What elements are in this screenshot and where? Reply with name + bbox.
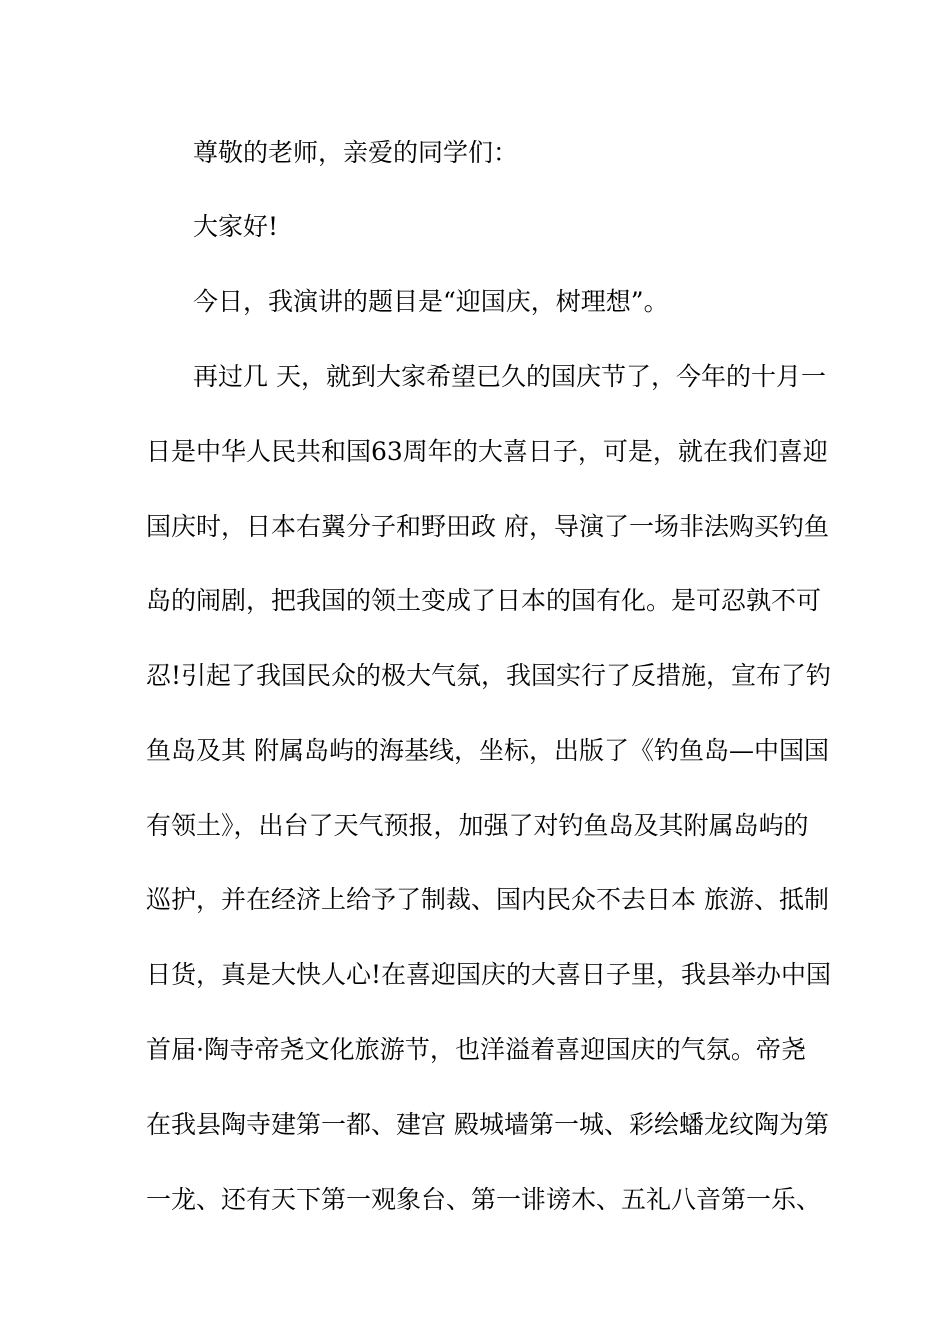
body-line: 在我县陶寺建第一都、建宫 殿城墙第一城、彩绘蟠龙纹陶为第 (146, 1110, 829, 1139)
body-line: 国庆时，日本右翼分子和野田政 府，导演了一场非法购买钓鱼 (146, 512, 829, 541)
body-line: 再过几 天，就到大家希望已久的国庆节了，今年的十月一 (193, 362, 826, 391)
body-line: 一龙、还有天下第一观象台、第一诽谤木、五礼八音第一乐、 (146, 1185, 822, 1214)
body-line: 鱼岛及其 附属岛屿的海基线，坐标，出版了《钓鱼岛—中国国 (146, 736, 829, 765)
body-line: 日是中华人民共和国63周年的大喜日子，可是，就在我们喜迎 (146, 437, 828, 466)
body-line: 日货，真是大快人心!在喜迎国庆的大喜日子里，我县举办中国 (146, 960, 832, 989)
greeting: 大家好! (193, 212, 279, 241)
body-line: 有领土》，出台了天气预报，加强了对钓鱼岛及其附属岛屿的 (146, 811, 809, 840)
salutation: 尊敬的老师，亲爱的同学们： (193, 138, 519, 167)
body-line: 巡护，并在经济上给予了制裁、国内民众不去日本 旅游、抵制 (146, 885, 829, 914)
topic-line: 今日，我演讲的题目是“迎国庆，树理想”。 (193, 287, 669, 316)
body-line: 岛的闹剧，把我国的领土变成了日本的国有化。是可忍孰不可 (146, 586, 822, 615)
body-line: 首届·陶寺帝尧文化旅游节，也洋溢着喜迎国庆的气氛。帝尧 (146, 1035, 806, 1064)
body-line: 忍!引起了我国民众的极大气氛，我国实行了反措施，宣布了钓 (146, 661, 832, 690)
